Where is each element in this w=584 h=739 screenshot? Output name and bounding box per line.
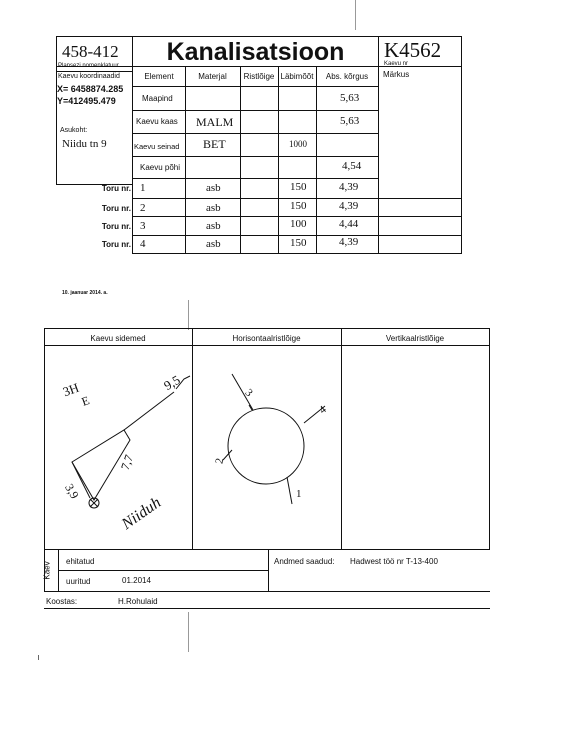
- row-material: MALM: [196, 115, 234, 129]
- measured-value: 01.2014: [122, 576, 151, 585]
- pipe-height: 4,39: [339, 236, 359, 248]
- row-height: 5,63: [340, 92, 360, 104]
- tie-label: 3H: [60, 379, 81, 400]
- section-horizontal: Horisontaalristlõige: [232, 334, 301, 343]
- col-material: Materjal: [198, 72, 227, 81]
- row-element: Kaevu kaas: [136, 117, 178, 126]
- col-element: Element: [144, 72, 174, 81]
- data-source-label: Andmed saadud:: [274, 557, 335, 566]
- row-height: 5,63: [340, 115, 360, 127]
- tie-label: 7,7: [117, 452, 137, 472]
- pipe-label: 4: [316, 403, 329, 417]
- pipe-diameter: 100: [290, 218, 307, 230]
- pipe-label: Toru nr.: [101, 184, 131, 193]
- pipe-height: 4,39: [339, 181, 359, 193]
- pipe-no: 3: [140, 220, 146, 232]
- col-height: Abs. kõrgus: [325, 72, 369, 81]
- coords-label: Kaevu koordinaadid: [58, 73, 120, 80]
- pipe-diameter: 150: [290, 200, 307, 212]
- well-number-label: Kaevu nr: [384, 61, 409, 67]
- pipe-material: asb: [206, 238, 221, 250]
- pipe-label: Toru nr.: [101, 204, 131, 213]
- date-note: 10. jaanuar 2014. a.: [62, 290, 108, 296]
- pipe-no: 2: [140, 202, 146, 214]
- pipe-no: 4: [140, 238, 146, 250]
- tie-label: 3,9: [62, 481, 82, 502]
- tie-label: 9,5: [161, 372, 183, 394]
- row-element: Kaevu põhi: [140, 163, 181, 172]
- street-label: Niiduh: [118, 494, 165, 534]
- row-diameter: 1000: [289, 139, 307, 149]
- pipe-label: 1: [296, 488, 302, 500]
- author-label: Koostas:: [46, 597, 78, 606]
- pipe-material: asb: [206, 220, 221, 232]
- measured-label: uuritud: [66, 577, 91, 586]
- built-label: ehitatud: [66, 557, 95, 566]
- coord-y: Y=412495.479: [57, 96, 116, 106]
- well-number: K4562: [384, 38, 442, 62]
- nomenclature-value: 458-412: [62, 42, 119, 61]
- pipe-height: 4,39: [339, 200, 359, 212]
- data-source-value: Hadwest töö nr T-13-400: [350, 557, 438, 566]
- row-element: Kaevu seinad: [134, 142, 180, 151]
- location-label: Asukoht:: [60, 127, 88, 134]
- notes-label: Märkus: [383, 70, 410, 79]
- page-title: Kanalisatsioon: [166, 38, 345, 66]
- pipe-material: asb: [206, 202, 221, 214]
- section-vertical: Vertikaalristlõige: [385, 334, 445, 343]
- pipe-label: Toru nr.: [101, 240, 131, 249]
- pipe-no: 1: [140, 182, 146, 194]
- col-cross: Ristlõige: [243, 72, 275, 81]
- pipe-diameter: 150: [290, 237, 307, 249]
- side-label: Kaev: [42, 561, 52, 580]
- pipe-diameter: 150: [290, 181, 307, 193]
- pipe-label: 3: [242, 386, 255, 400]
- col-diameter: Läbimõõt: [280, 72, 314, 81]
- pipe-label: 2: [213, 457, 227, 465]
- row-element: Maapind: [142, 94, 173, 103]
- coord-x: X= 6458874.285: [57, 84, 124, 94]
- row-material: BET: [203, 137, 226, 151]
- section-ties: Kaevu sidemed: [90, 334, 146, 343]
- pipe-material: asb: [206, 182, 221, 194]
- location-value: Niidu tn 9: [62, 138, 107, 150]
- author-value: H.Rohulaid: [118, 597, 158, 606]
- pipe-height: 4,44: [339, 218, 359, 230]
- tie-label: E: [79, 393, 92, 409]
- row-height: 4,54: [342, 160, 362, 172]
- nomenclature-label: Plansezi nomenklatuur: [58, 63, 119, 69]
- pipe-label: Toru nr.: [101, 222, 131, 231]
